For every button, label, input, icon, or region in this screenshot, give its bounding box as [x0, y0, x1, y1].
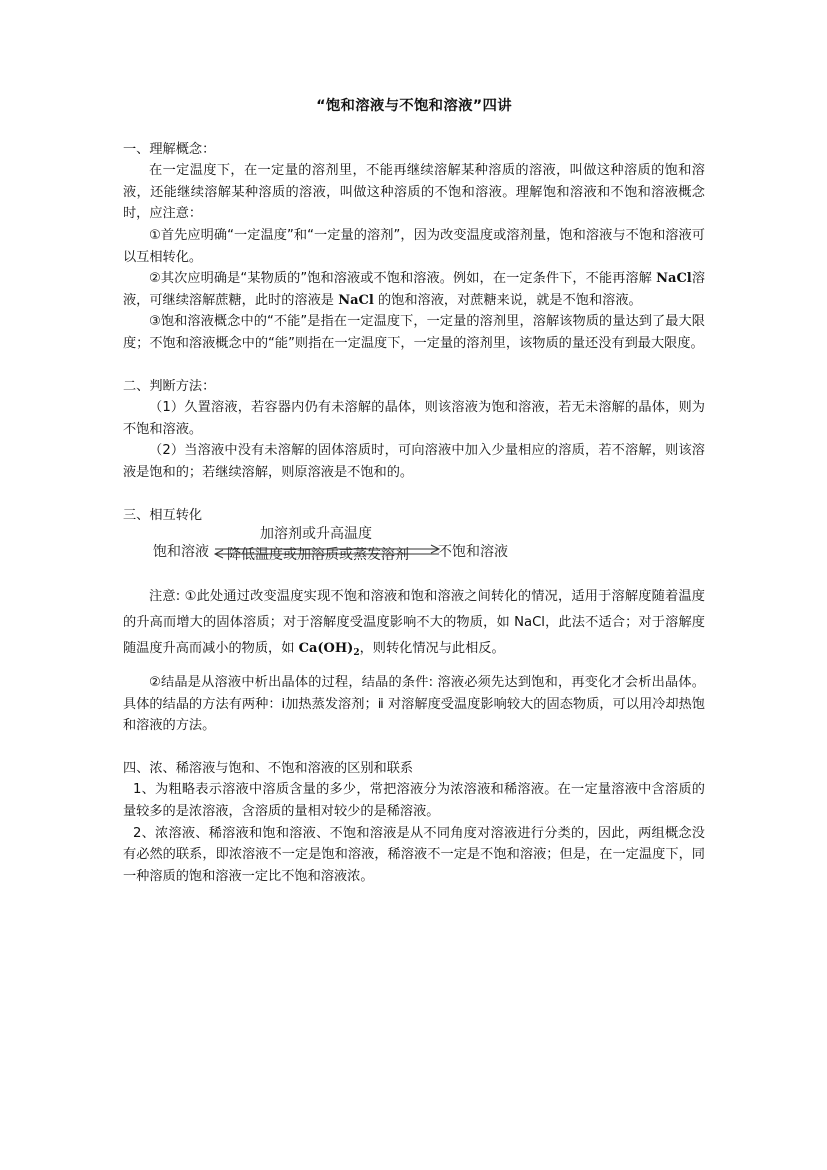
section-4-heading: 四、浓、稀溶液与饱和、不饱和溶液的区别和联系 — [123, 760, 414, 776]
section-3-note-2: ②结晶是从溶液中析出晶体的过程，结晶的条件: 溶液必须先达到饱和，再变化才会析出晶体。具体的结晶的方法有两种：ⅰ加热蒸发溶剂；ⅱ 对溶解度受温度影响较大的固态物质，可以用冷却热饱和溶液的方法。 — [123, 675, 705, 734]
conversion-arrows — [213, 530, 443, 570]
section-2-paragraph-2: （2）当溶液中没有未溶解的固体溶质时，可向溶液中加入少量相应的溶质，若不溶解，则该溶液是饱和的；若继续溶解，则原溶液是不饱和的。 — [123, 443, 705, 480]
chemical-formula-nacl: NaCl — [338, 292, 374, 308]
section-1-paragraph-3 — [123, 268, 705, 311]
section-3-heading: 三、相互转化 — [123, 507, 203, 523]
chemical-formula-nacl: NaCl — [656, 271, 692, 287]
section-1-heading: 一、理解概念： — [123, 141, 216, 157]
section-1-paragraph-2: ①首先应明确“一定温度”和“一定量的溶剂”，因为改变温度或溶剂量，饱和溶液与不饱和溶液可以互相转化。 — [123, 227, 705, 265]
diagram-saturated-label: 饱和溶液 — [153, 544, 209, 561]
conversion-diagram — [123, 526, 705, 576]
section-1-paragraph-1: 在一定温度下，在一定量的溶剂里，不能再继续溶解某种溶质的溶液，叫做这种溶质的饱和溶液，还能继续溶解某种溶质的溶液，叫做这种溶质的不饱和溶液。理解饱和溶液和不饱和溶液概念时，应注意： — [123, 163, 705, 222]
diagram-bottom-label: 降低温度或加溶质或蒸发溶剂 — [227, 547, 409, 564]
section-4-paragraph-1: 1、为粗略表示溶液中溶质含量的多少，常把溶液分为浓溶液和稀溶液。在一定量溶液中含溶质的量较多的是浓溶液，含溶质的量相对较少的是稀溶液。 — [123, 782, 705, 820]
section-2-paragraph-1: （1）久置溶液，若容器内仍有未溶解的晶体，则该溶液为饱和溶液，若无未溶解的晶体，则为不饱和溶液。 — [123, 400, 705, 437]
document-page — [123, 96, 705, 887]
diagram-top-label: 加溶剂或升高温度 — [260, 526, 372, 543]
section-1-paragraph-3-text-c: 的饱和溶液，对蔗糖来说，就是不饱和溶液。 — [378, 292, 642, 308]
chemical-formula-calcium-hydroxide: $Ca(OH)_2$ — [298, 641, 360, 659]
section-1-paragraph-4: ③饱和溶液概念中的“不能”是指在一定温度下，一定量的溶剂里，溶解该物质的量达到了最大限度；不饱和溶液概念中的“能”则指在一定温度下，一定量的溶剂里，该物质的量还没有到最大限度。 — [123, 314, 705, 351]
section-1-paragraph-3-text-a: ②其次应明确是“某物质的”饱和溶液或不饱和溶液。例如，在一定条件下，不能再溶解 — [149, 271, 652, 287]
section-3-note-1-text-b: ，则转化情况与此相反。 — [359, 641, 505, 657]
section-4-paragraph-2: 2、浓溶液、稀溶液和饱和溶液、不饱和溶液是从不同角度对溶液进行分类的，因此，两组概念没有必然的联系，即浓溶液不一定是饱和溶液，稀溶液不一定是不饱和溶液；但是，在一定温度下，同一种溶质的饱和溶液一定比不饱和溶液浓。 — [123, 825, 705, 884]
section-2-heading: 二、判断方法： — [123, 378, 216, 394]
section-3-note-1-text-a: 注意: ①此处通过改变温度实现不饱和溶液和饱和溶液之间转化的情况，适用于溶解度随着温度的升高而增大的固体溶质；对于溶解度受温度影响不大的物质，如 NaCl，此法不适合；对于溶解度随温度升高而减小的物质，如 — [123, 589, 705, 657]
diagram-unsaturated-label: 不饱和溶液 — [438, 544, 508, 561]
document-title: “饱和溶液与不饱和溶液”四讲 — [316, 98, 512, 114]
section-3-note-1 — [123, 584, 705, 666]
section-1-paragraph-3-text-b: 溶液，可继续溶解蔗糖，此时的溶液是 — [123, 271, 706, 308]
